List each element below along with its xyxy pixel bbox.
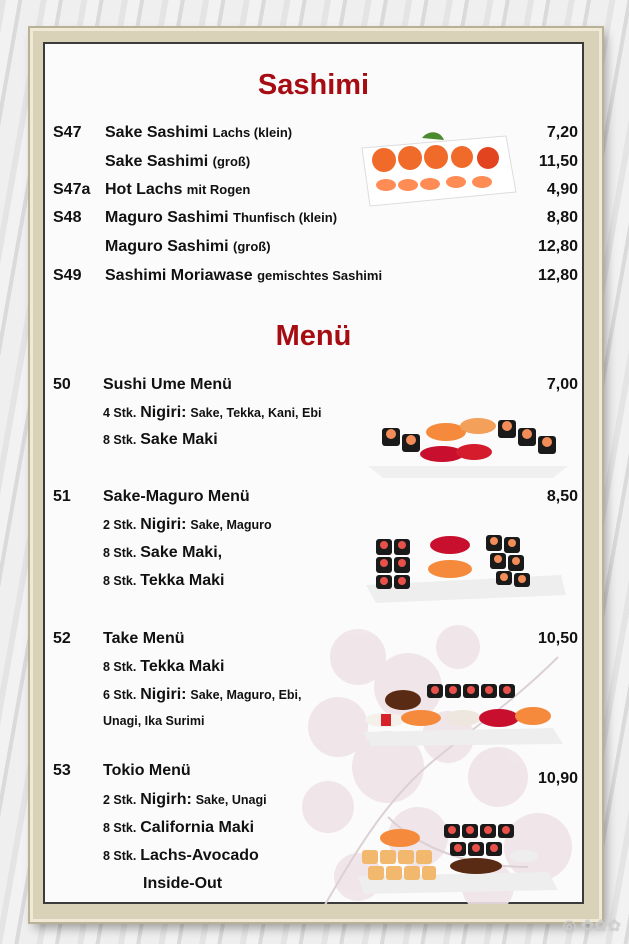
item-price: 8,80	[546, 209, 578, 226]
item-code: S48	[53, 209, 82, 226]
set-number: 52	[53, 630, 71, 647]
item-code: S47a	[53, 181, 91, 198]
item-code: S47	[53, 124, 82, 141]
set-line: 8 Stk. California Maki	[103, 819, 255, 836]
item-name: Sake Sashimi Lachs (klein)	[105, 124, 293, 141]
set-number: 53	[53, 762, 71, 779]
set-line: 2 Stk. Nigiri: Sake, Maguro	[103, 516, 272, 533]
set-price: 10,90	[537, 770, 578, 787]
set-line: 8 Stk. Sake Maki	[103, 431, 218, 448]
set-line: Inside-Out	[143, 875, 223, 892]
set-price: 8,50	[546, 488, 578, 505]
set-price: 10,50	[537, 630, 578, 647]
set-line: 6 Stk. Nigiri: Sake, Maguro, Ebi,	[103, 686, 302, 703]
item-name: Hot Lachs mit Rogen	[105, 181, 251, 198]
sashimi-platter-image	[356, 130, 518, 210]
set-name: Take Menü	[103, 630, 185, 647]
sushi-ume-image	[368, 410, 568, 480]
set-name: Tokio Menü	[103, 762, 191, 779]
set-name: Sake-Maguro Menü	[103, 488, 250, 505]
set-line: 8 Stk. Tekka Maki	[103, 658, 225, 675]
item-name: Maguro Sashimi (groß)	[105, 238, 271, 255]
item-price: 11,50	[538, 153, 578, 170]
set-line: 4 Stk. Nigiri: Sake, Tekka, Kani, Ebi	[103, 404, 322, 421]
set-line: 8 Stk. Tekka Maki	[103, 572, 225, 589]
sake-maguro-image	[366, 525, 566, 605]
item-code: S49	[53, 267, 82, 284]
item-name: Sashimi Moriawase gemischtes Sashimi	[105, 267, 383, 284]
item-price: 12,80	[537, 267, 578, 284]
item-price: 7,20	[546, 124, 578, 141]
set-price: 7,00	[546, 376, 578, 393]
set-line: 8 Stk. Sake Maki,	[103, 544, 223, 561]
item-price: 12,80	[537, 238, 578, 255]
menu-heading: Menü	[275, 320, 352, 352]
watermark-logo: ◎ ✿✿✿	[562, 918, 621, 935]
item-name: Sake Sashimi (groß)	[105, 153, 251, 170]
set-line: 8 Stk. Lachs-Avocado	[103, 847, 259, 864]
set-line: Unagi, Ika Surimi	[103, 714, 205, 728]
set-line: 2 Stk. Nigirh: Sake, Unagi	[103, 791, 267, 808]
set-name: Sushi Ume Menü	[103, 376, 232, 393]
item-name: Maguro Sashimi Thunfisch (klein)	[105, 209, 338, 226]
set-number: 51	[53, 488, 71, 505]
menu-page	[43, 42, 584, 904]
take-menu-image	[363, 676, 563, 746]
set-number: 50	[53, 376, 71, 393]
item-price: 4,90	[546, 181, 578, 198]
tokio-menu-image	[358, 820, 558, 895]
sashimi-heading: Sashimi	[257, 69, 370, 101]
